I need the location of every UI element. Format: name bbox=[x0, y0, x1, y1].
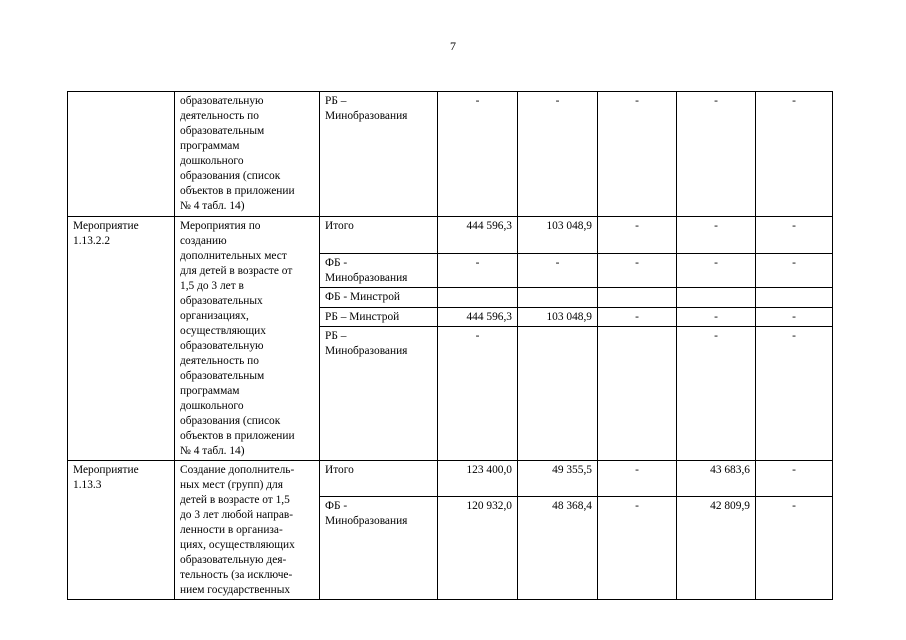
text-line: программам bbox=[180, 140, 240, 152]
text-line: Итого bbox=[325, 464, 354, 476]
text-line: Мероприятие bbox=[73, 220, 139, 232]
text-line: ных мест (групп) для bbox=[180, 479, 283, 491]
value-cell: - bbox=[438, 327, 518, 461]
value-cell: 444 596,3 bbox=[438, 307, 518, 326]
value-cell: - bbox=[598, 217, 677, 254]
text-line: ФБ - bbox=[325, 256, 348, 269]
text-line: Минобразования bbox=[325, 345, 408, 358]
text-line: образовательную bbox=[180, 95, 264, 107]
text-line: детей в возрасте от 1,5 bbox=[180, 494, 290, 506]
value-cell: 103 048,9 bbox=[518, 307, 598, 326]
value-cell: - bbox=[598, 461, 677, 497]
text-line: Мероприятие bbox=[73, 464, 139, 476]
value-cell: - bbox=[677, 307, 756, 326]
text-line: программам bbox=[180, 385, 240, 397]
text-line: Минобразования bbox=[325, 514, 408, 527]
text-line: дошкольного bbox=[180, 155, 244, 167]
value-cell: - bbox=[756, 307, 833, 326]
text-line: Создание дополнитель- bbox=[180, 464, 295, 476]
value-cell: - bbox=[756, 327, 833, 461]
text-line: объектов в приложении bbox=[180, 430, 295, 442]
value-cell: - bbox=[598, 307, 677, 326]
text-line: циях, осуществляющих bbox=[180, 539, 295, 551]
text-line: образования (список bbox=[180, 415, 281, 427]
value-cell: - bbox=[598, 253, 677, 288]
text-line: Минобразования bbox=[325, 271, 408, 284]
text-line: № 4 табл. 14) bbox=[180, 200, 245, 212]
table-row bbox=[68, 92, 833, 217]
value-cell bbox=[518, 288, 598, 307]
text-line: деятельность по bbox=[180, 110, 259, 122]
value-cell: - bbox=[756, 92, 833, 217]
value-cell bbox=[518, 327, 598, 461]
value-cell: 42 809,9 bbox=[677, 496, 756, 599]
value-cell: - bbox=[677, 92, 756, 217]
text-line: ФБ - Минстрой bbox=[325, 291, 401, 304]
value-cell: - bbox=[598, 92, 677, 217]
description-cell bbox=[175, 217, 320, 461]
value-cell: - bbox=[518, 92, 598, 217]
value-cell: 43 683,6 bbox=[677, 461, 756, 497]
event-cell bbox=[68, 92, 175, 217]
value-cell: 444 596,3 bbox=[438, 217, 518, 254]
value-cell: - bbox=[677, 253, 756, 288]
value-cell: - bbox=[438, 92, 518, 217]
text-line: Итого bbox=[325, 220, 354, 232]
description-cell bbox=[175, 461, 320, 600]
text-line: дошкольного bbox=[180, 400, 244, 412]
source-cell bbox=[320, 92, 438, 217]
text-line: дополнительных мест bbox=[180, 250, 287, 262]
text-line: образовательным bbox=[180, 125, 265, 137]
text-line: ФБ - bbox=[325, 499, 348, 512]
table-row bbox=[68, 217, 833, 254]
text-line: образовательную дея- bbox=[180, 554, 287, 566]
text-line: ленности в организа- bbox=[180, 524, 283, 536]
text-line: образовательных bbox=[180, 295, 263, 307]
page-number: 7 bbox=[450, 39, 456, 53]
value-cell: - bbox=[756, 217, 833, 254]
event-cell bbox=[68, 461, 175, 600]
source-cell bbox=[320, 327, 438, 461]
source-cell bbox=[320, 253, 438, 288]
text-line: объектов в приложении bbox=[180, 185, 295, 197]
value-cell: - bbox=[677, 217, 756, 254]
text-line: Мероприятия по bbox=[180, 220, 261, 232]
value-cell: 120 932,0 bbox=[438, 496, 518, 599]
value-cell: 49 355,5 bbox=[518, 461, 598, 497]
value-cell: - bbox=[438, 253, 518, 288]
value-cell: 48 368,4 bbox=[518, 496, 598, 599]
text-line: образовательную bbox=[180, 340, 264, 352]
value-cell: - bbox=[598, 496, 677, 599]
text-line: созданию bbox=[180, 235, 227, 247]
value-cell: - bbox=[756, 253, 833, 288]
value-cell: - bbox=[518, 253, 598, 288]
value-cell bbox=[438, 288, 518, 307]
value-cell bbox=[677, 288, 756, 307]
text-line: 1.13.3 bbox=[73, 479, 102, 491]
value-cell bbox=[598, 327, 677, 461]
text-line: РБ – bbox=[325, 330, 347, 343]
text-line: 1.13.2.2 bbox=[73, 235, 111, 247]
text-line: осуществляющих bbox=[180, 325, 266, 337]
text-line: тельность (за исключе- bbox=[180, 569, 293, 581]
value-cell: - bbox=[756, 496, 833, 599]
source-cell bbox=[320, 496, 438, 599]
text-line: организациях, bbox=[180, 310, 249, 322]
value-cell bbox=[756, 288, 833, 307]
description-cell bbox=[175, 92, 320, 217]
budget-table bbox=[67, 91, 833, 600]
source-cell bbox=[320, 288, 438, 307]
text-line: до 3 лет любой направ- bbox=[180, 509, 294, 521]
value-cell bbox=[598, 288, 677, 307]
text-line: 1,5 до 3 лет в bbox=[180, 280, 244, 292]
text-line: № 4 табл. 14) bbox=[180, 445, 245, 457]
text-line: РБ – Минстрой bbox=[325, 310, 400, 323]
value-cell: 103 048,9 bbox=[518, 217, 598, 254]
source-cell bbox=[320, 217, 438, 254]
source-cell bbox=[320, 461, 438, 497]
value-cell: - bbox=[756, 461, 833, 497]
text-line: для детей в возрасте от bbox=[180, 265, 293, 277]
text-line: образовательным bbox=[180, 370, 265, 382]
value-cell: - bbox=[677, 327, 756, 461]
text-line: РБ – bbox=[325, 95, 347, 107]
text-line: деятельность по bbox=[180, 355, 259, 367]
text-line: Минобразования bbox=[325, 110, 408, 122]
event-cell bbox=[68, 217, 175, 461]
value-cell: 123 400,0 bbox=[438, 461, 518, 497]
table-row bbox=[68, 461, 833, 497]
text-line: нием государственных bbox=[180, 584, 291, 596]
text-line: образования (список bbox=[180, 170, 281, 182]
source-cell bbox=[320, 307, 438, 326]
